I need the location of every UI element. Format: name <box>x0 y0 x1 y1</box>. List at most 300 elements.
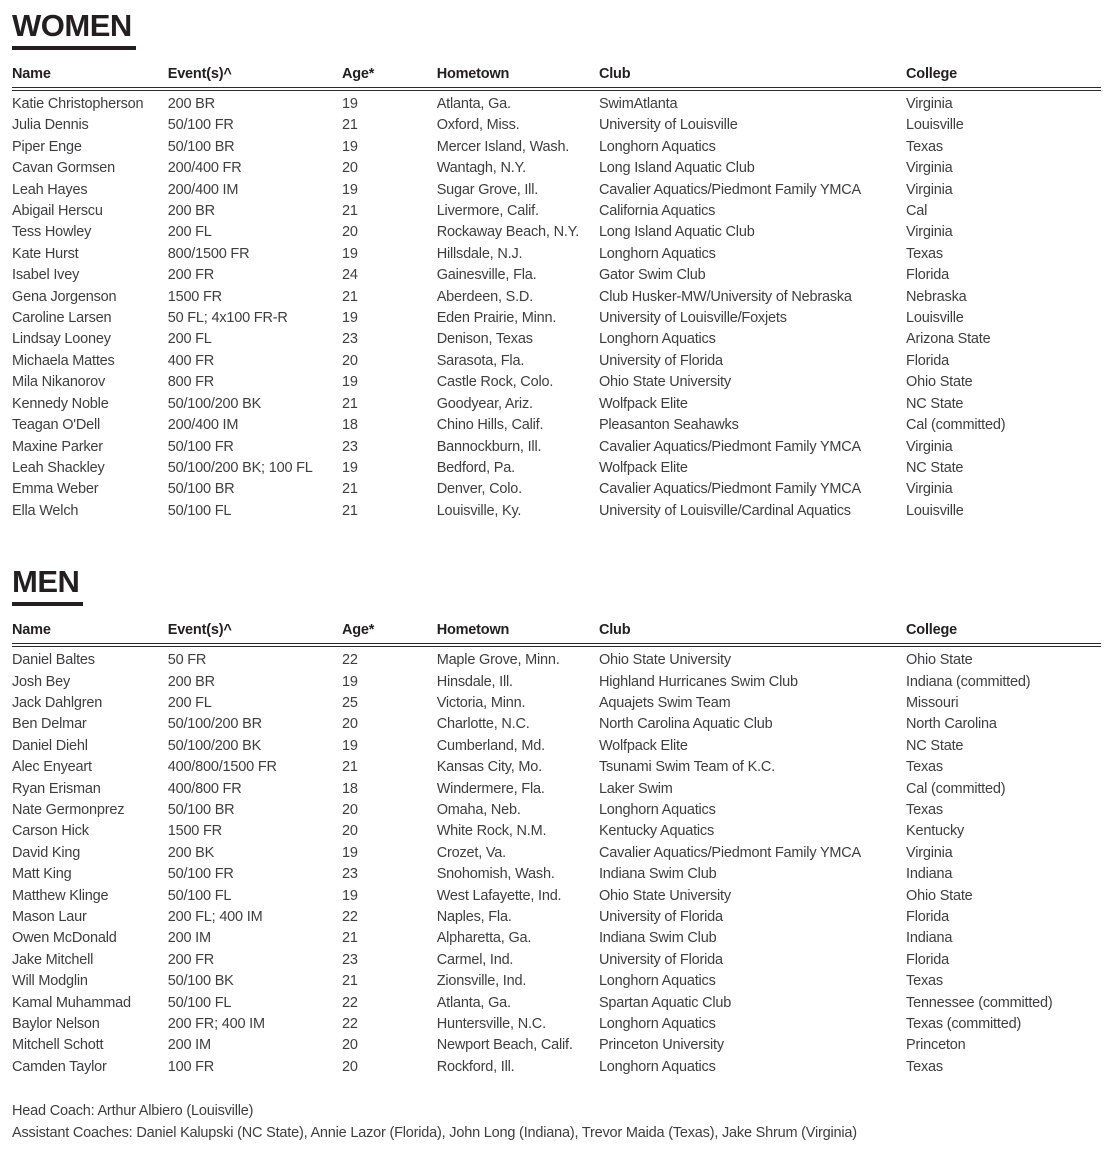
cell: Longhorn Aquatics <box>598 1058 716 1075</box>
cell: Teagan O'Dell <box>12 417 101 434</box>
cell: Louisville <box>906 310 964 327</box>
cell: Katie Christopherson <box>12 96 144 112</box>
cell: Crozet, Va. <box>436 844 506 861</box>
cell: Mila Nikanorov <box>12 374 106 391</box>
cell: University of Louisville/Cardinal Aquatics <box>598 502 851 519</box>
table-row <box>12 372 1101 393</box>
cell: Missouri <box>906 694 959 711</box>
cell: 22 <box>341 994 358 1011</box>
cell: Leah Hayes <box>12 181 88 198</box>
cell: Kentucky <box>906 823 965 840</box>
table-row <box>12 222 1101 243</box>
cell: Alpharetta, Ga. <box>436 930 532 947</box>
table-row <box>12 501 1101 522</box>
cell: Longhorn Aquatics <box>598 801 716 818</box>
cell: 200 FL <box>167 331 212 348</box>
cell: 19 <box>341 181 358 198</box>
cell: Livermore, Calif. <box>436 203 539 220</box>
cell: 18 <box>341 417 358 434</box>
cell: Ohio State University <box>598 887 731 904</box>
cell: 19 <box>341 844 358 861</box>
men-section-title: MEN <box>12 566 83 606</box>
table-row <box>12 886 1101 907</box>
cell: Mitchell Schott <box>12 1037 104 1054</box>
table-row <box>12 907 1101 928</box>
cell: Mason Laur <box>12 909 87 925</box>
cell: North Carolina <box>906 716 997 733</box>
cell: 50/100 FR <box>167 866 234 883</box>
cell: Longhorn Aquatics <box>598 138 716 155</box>
cell: 800 FR <box>167 374 215 391</box>
column-header: Hometown <box>437 66 599 89</box>
cell: 21 <box>341 502 358 519</box>
table-row <box>12 864 1101 885</box>
cell: 50 FR <box>167 652 207 669</box>
column-header: Event(s)^ <box>168 622 342 645</box>
cell: 19 <box>341 673 358 690</box>
cell: Cavalier Aquatics/Piedmont Family YMCA <box>598 438 862 455</box>
cell: Wolfpack Elite <box>598 395 688 412</box>
cell: 200 BR <box>167 673 215 690</box>
cell: Wantagh, N.Y. <box>436 160 526 177</box>
table-row <box>12 928 1101 949</box>
cell: Daniel Diehl <box>12 737 88 754</box>
table-row <box>12 89 1101 115</box>
table-row <box>12 950 1101 971</box>
cell: 19 <box>341 459 358 476</box>
coaches-footer <box>12 1100 1101 1144</box>
cell: 50/100 FR <box>167 438 234 455</box>
cell: Gena Jorgenson <box>12 288 117 305</box>
table-row <box>12 757 1101 778</box>
cell: 21 <box>341 481 358 498</box>
cell: 200 IM <box>167 1037 211 1054</box>
cell: 19 <box>341 737 358 754</box>
cell: NC State <box>906 395 964 412</box>
cell: Omaha, Neb. <box>436 801 521 818</box>
cell: Cavalier Aquatics/Piedmont Family YMCA <box>598 181 862 198</box>
cell: 18 <box>341 780 358 797</box>
table-row <box>12 180 1101 201</box>
cell: Tess Howley <box>12 224 92 241</box>
cell: 50/100 FL <box>167 994 232 1011</box>
table-row <box>12 1014 1101 1035</box>
cell: 50/100/200 BR <box>167 716 262 733</box>
cell: Sugar Grove, Ill. <box>436 181 539 198</box>
cell: 400 FR <box>167 352 215 369</box>
cell: Cavalier Aquatics/Piedmont Family YMCA <box>598 844 862 861</box>
cell: Maple Grove, Minn. <box>436 652 560 669</box>
cell: Indiana (committed) <box>906 673 1031 690</box>
cell: Kansas City, Mo. <box>436 759 543 776</box>
cell: Jake Mitchell <box>12 951 94 968</box>
table-row <box>12 265 1101 286</box>
cell: Snohomish, Wash. <box>436 866 555 883</box>
cell: Longhorn Aquatics <box>598 245 716 262</box>
cell: Atlanta, Ga. <box>436 994 511 1011</box>
cell: University of Louisville/Foxjets <box>598 310 787 327</box>
cell: 200/400 FR <box>167 160 242 177</box>
cell: Matthew Klinge <box>12 887 109 904</box>
column-header: Hometown <box>437 622 599 645</box>
table-row <box>12 645 1101 671</box>
cell: 19 <box>341 310 358 327</box>
cell: 200 FR; 400 IM <box>167 1016 265 1033</box>
cell: California Aquatics <box>598 203 716 220</box>
cell: 21 <box>341 930 358 947</box>
cell: Huntersville, N.C. <box>436 1016 546 1033</box>
cell: David King <box>12 844 81 861</box>
cell: 24 <box>341 267 358 284</box>
women-section-title: WOMEN <box>12 10 136 50</box>
table-row <box>12 821 1101 842</box>
table-row <box>12 1035 1101 1056</box>
cell: Bedford, Pa. <box>436 459 515 476</box>
cell: Spartan Aquatic Club <box>598 994 732 1011</box>
cell: 21 <box>341 203 358 220</box>
cell: Carson Hick <box>12 823 89 840</box>
column-header: Age* <box>342 66 437 89</box>
cell: 21 <box>341 395 358 412</box>
cell: White Rock, N.M. <box>436 823 547 840</box>
cell: Texas <box>906 1058 943 1075</box>
cell: Florida <box>906 909 949 925</box>
cell: 50/100 BK <box>167 973 234 990</box>
column-header: Name <box>12 66 168 89</box>
cell: Longhorn Aquatics <box>598 973 716 990</box>
cell: Longhorn Aquatics <box>598 331 716 348</box>
cell: 19 <box>341 138 358 155</box>
cell: North Carolina Aquatic Club <box>598 716 773 733</box>
cell: Aberdeen, S.D. <box>436 288 534 305</box>
cell: Cavalier Aquatics/Piedmont Family YMCA <box>598 481 862 498</box>
cell: Owen McDonald <box>12 930 117 947</box>
cell: Texas <box>906 245 943 262</box>
table-row <box>12 287 1101 308</box>
cell: Florida <box>906 352 949 369</box>
cell: Laker Swim <box>598 780 673 797</box>
cell: Bannockburn, Ill. <box>436 438 542 455</box>
women-header-row <box>12 66 1101 89</box>
cell: Ben Delmar <box>12 716 87 733</box>
cell: 50/100 FL <box>167 887 232 904</box>
cell: Texas <box>906 973 943 990</box>
cell: Kennedy Noble <box>12 395 109 412</box>
cell: Wolfpack Elite <box>598 737 688 754</box>
table-row <box>12 201 1101 222</box>
cell: Louisville <box>906 502 964 519</box>
table-row <box>12 115 1101 136</box>
table-row <box>12 351 1101 372</box>
women-roster-table <box>12 66 1101 522</box>
cell: Abigail Herscu <box>12 203 103 220</box>
cell: 22 <box>341 1016 358 1033</box>
cell: 22 <box>341 909 358 925</box>
cell: Hinsdale, Ill. <box>436 673 513 690</box>
table-row <box>12 843 1101 864</box>
table-row <box>12 244 1101 265</box>
cell: SwimAtlanta <box>598 96 678 112</box>
men-table-body <box>12 645 1101 1078</box>
cell: NC State <box>906 737 964 754</box>
cell: 19 <box>341 374 358 391</box>
cell: Long Island Aquatic Club <box>598 224 755 241</box>
table-row <box>12 437 1101 458</box>
cell: 20 <box>341 823 358 840</box>
cell: Nate Germonprez <box>12 801 125 818</box>
cell: Castle Rock, Colo. <box>436 374 554 391</box>
cell: 20 <box>341 1037 358 1054</box>
cell: 19 <box>341 245 358 262</box>
cell: Isabel Ivey <box>12 267 80 284</box>
cell: 1500 FR <box>167 823 222 840</box>
column-header: Club <box>599 66 906 89</box>
cell: Victoria, Minn. <box>436 694 526 711</box>
cell: Florida <box>906 267 949 284</box>
cell: Louisville, Ky. <box>436 502 522 519</box>
cell: 23 <box>341 866 358 883</box>
cell: Camden Taylor <box>12 1058 107 1075</box>
cell: 100 FR <box>167 1058 215 1075</box>
cell: Virginia <box>906 844 953 861</box>
cell: Denver, Colo. <box>436 481 522 498</box>
cell: Ohio State University <box>598 652 731 669</box>
cell: 50/100 BR <box>167 801 235 818</box>
cell: 400/800 FR <box>167 780 242 797</box>
cell: 50/100 FR <box>167 117 234 134</box>
cell: 20 <box>341 716 358 733</box>
cell: Kamal Muhammad <box>12 994 131 1011</box>
cell: Leah Shackley <box>12 459 105 476</box>
cell: 200/400 IM <box>167 181 239 198</box>
cell: 19 <box>341 96 358 112</box>
cell: Windermere, Fla. <box>436 780 545 797</box>
cell: Virginia <box>906 481 953 498</box>
column-header: College <box>906 66 1101 89</box>
column-header: Event(s)^ <box>168 66 342 89</box>
cell: Virginia <box>906 96 953 112</box>
cell: Aquajets Swim Team <box>598 694 731 711</box>
women-table-body <box>12 89 1101 522</box>
cell: Virginia <box>906 224 953 241</box>
table-row <box>12 736 1101 757</box>
cell: Pleasanton Seahawks <box>598 417 739 434</box>
cell: 19 <box>341 887 358 904</box>
men-header-row <box>12 622 1101 645</box>
cell: University of Florida <box>598 909 723 925</box>
men-roster-table <box>12 622 1101 1078</box>
cell: 50/100 BR <box>167 138 235 155</box>
cell: Oxford, Miss. <box>436 117 520 134</box>
cell: Ryan Erisman <box>12 780 101 797</box>
table-row <box>12 415 1101 436</box>
cell: 50/100/200 BK <box>167 737 262 754</box>
cell: Caroline Larsen <box>12 310 112 327</box>
cell: 800/1500 FR <box>167 245 250 262</box>
table-row <box>12 329 1101 350</box>
cell: Kentucky Aquatics <box>598 823 715 840</box>
cell: Highland Hurricanes Swim Club <box>598 673 798 690</box>
cell: 200 FL; 400 IM <box>167 909 263 925</box>
cell: 21 <box>341 117 358 134</box>
cell: Indiana Swim Club <box>598 930 717 947</box>
cell: Sarasota, Fla. <box>436 352 525 369</box>
cell: Eden Prairie, Minn. <box>436 310 557 327</box>
cell: Longhorn Aquatics <box>598 1016 716 1033</box>
cell: Club Husker-MW/University of Nebraska <box>598 288 852 305</box>
cell: NC State <box>906 459 964 476</box>
cell: Long Island Aquatic Club <box>598 160 755 177</box>
cell: Atlanta, Ga. <box>436 96 511 112</box>
column-header: Name <box>12 622 168 645</box>
cell: Indiana <box>906 866 953 883</box>
cell: Tennessee (committed) <box>906 994 1053 1011</box>
assistant-coaches-line: Assistant Coaches: Daniel Kalupski (NC State), Annie Lazor (Florida), John Long (Indiana), Trevor Maida (Texas), Jake Shrum (Virginia) <box>12 1125 857 1142</box>
cell: Cal (committed) <box>906 417 1006 434</box>
cell: Ohio State <box>906 887 973 904</box>
cell: 23 <box>341 951 358 968</box>
cell: Virginia <box>906 438 953 455</box>
table-row <box>12 458 1101 479</box>
table-row <box>12 394 1101 415</box>
table-row <box>12 971 1101 992</box>
cell: Indiana Swim Club <box>598 866 717 883</box>
cell: Newport Beach, Calif. <box>436 1037 573 1054</box>
cell: Baylor Nelson <box>12 1016 100 1033</box>
cell: 200 FR <box>167 951 215 968</box>
cell: Carmel, Ind. <box>436 951 514 968</box>
cell: 20 <box>341 1058 358 1075</box>
cell: 50/100/200 BK <box>167 395 262 412</box>
cell: 200 FL <box>167 224 212 241</box>
cell: Cal <box>906 203 928 220</box>
cell: Charlotte, N.C. <box>436 716 530 733</box>
cell: Rockaway Beach, N.Y. <box>436 224 580 241</box>
cell: Josh Bey <box>12 673 71 690</box>
table-row <box>12 993 1101 1014</box>
cell: Cavan Gormsen <box>12 160 115 177</box>
cell: Ella Welch <box>12 502 79 519</box>
cell: 20 <box>341 352 358 369</box>
cell: 200 FL <box>167 694 212 711</box>
cell: 20 <box>341 160 358 177</box>
cell: 200/400 IM <box>167 417 239 434</box>
cell: 200 IM <box>167 930 211 947</box>
cell: Hillsdale, N.J. <box>436 245 523 262</box>
cell: Daniel Baltes <box>12 652 95 669</box>
cell: Cal (committed) <box>906 780 1006 797</box>
cell: 21 <box>341 973 358 990</box>
cell: 200 FR <box>167 267 215 284</box>
table-row <box>12 479 1101 500</box>
table-row <box>12 800 1101 821</box>
cell: Naples, Fla. <box>436 909 512 925</box>
cell: 21 <box>341 288 358 305</box>
cell: Nebraska <box>906 288 967 305</box>
cell: Emma Weber <box>12 481 99 498</box>
table-row <box>12 137 1101 158</box>
cell: Texas (committed) <box>906 1016 1022 1033</box>
women-roster-section <box>12 10 1101 522</box>
cell: 50/100 BR <box>167 481 235 498</box>
cell: Tsunami Swim Team of K.C. <box>598 759 775 776</box>
cell: Gator Swim Club <box>598 267 706 284</box>
head-coach-line: Head Coach: Arthur Albiero (Louisville) <box>12 1103 254 1120</box>
cell: Will Modglin <box>12 973 88 990</box>
cell: 21 <box>341 759 358 776</box>
cell: Goodyear, Ariz. <box>436 395 533 412</box>
cell: Texas <box>906 759 943 776</box>
table-row <box>12 779 1101 800</box>
cell: Zionsville, Ind. <box>436 973 527 990</box>
cell: Arizona State <box>906 331 991 348</box>
cell: University of Florida <box>598 352 723 369</box>
table-row <box>12 308 1101 329</box>
cell: Ohio State <box>906 374 973 391</box>
cell: 22 <box>341 652 358 669</box>
table-row <box>12 158 1101 179</box>
cell: Jack Dahlgren <box>12 694 103 711</box>
cell: 200 BR <box>167 96 215 112</box>
cell: Princeton University <box>598 1037 724 1054</box>
cell: University of Florida <box>598 951 723 968</box>
table-row <box>12 693 1101 714</box>
cell: Julia Dennis <box>12 117 89 134</box>
cell: 200 BR <box>167 203 215 220</box>
cell: Chino Hills, Calif. <box>436 417 544 434</box>
cell: Piper Enge <box>12 138 82 155</box>
cell: University of Louisville <box>598 117 738 134</box>
men-roster-section <box>12 566 1101 1078</box>
cell: Lindsay Looney <box>12 331 111 348</box>
cell: Ohio State <box>906 652 973 669</box>
cell: Texas <box>906 801 943 818</box>
cell: Wolfpack Elite <box>598 459 688 476</box>
cell: Texas <box>906 138 943 155</box>
column-header: Club <box>599 622 906 645</box>
cell: Matt King <box>12 866 72 883</box>
cell: Mercer Island, Wash. <box>436 138 570 155</box>
cell: Cumberland, Md. <box>436 737 545 754</box>
cell: West Lafayette, Ind. <box>436 887 562 904</box>
cell: 50/100/200 BK; 100 FL <box>167 459 313 476</box>
cell: Alec Enyeart <box>12 759 92 776</box>
cell: Florida <box>906 951 949 968</box>
cell: 50 FL; 4x100 FR-R <box>167 310 288 327</box>
column-header: Age* <box>342 622 437 645</box>
column-header: College <box>906 622 1101 645</box>
cell: Louisville <box>906 117 964 134</box>
cell: 1500 FR <box>167 288 222 305</box>
cell: Kate Hurst <box>12 245 79 262</box>
cell: 200 BK <box>167 844 215 861</box>
cell: Denison, Texas <box>436 331 533 348</box>
table-row <box>12 1057 1101 1078</box>
cell: Ohio State University <box>598 374 731 391</box>
cell: Rockford, Ill. <box>436 1058 515 1075</box>
cell: 23 <box>341 438 358 455</box>
cell: 23 <box>341 331 358 348</box>
cell: Princeton <box>906 1037 966 1054</box>
cell: 50/100 FL <box>167 502 232 519</box>
cell: Maxine Parker <box>12 438 103 455</box>
table-row <box>12 672 1101 693</box>
cell: Virginia <box>906 160 953 177</box>
cell: Michaela Mattes <box>12 352 115 369</box>
cell: 20 <box>341 224 358 241</box>
cell: 20 <box>341 801 358 818</box>
table-row <box>12 714 1101 735</box>
